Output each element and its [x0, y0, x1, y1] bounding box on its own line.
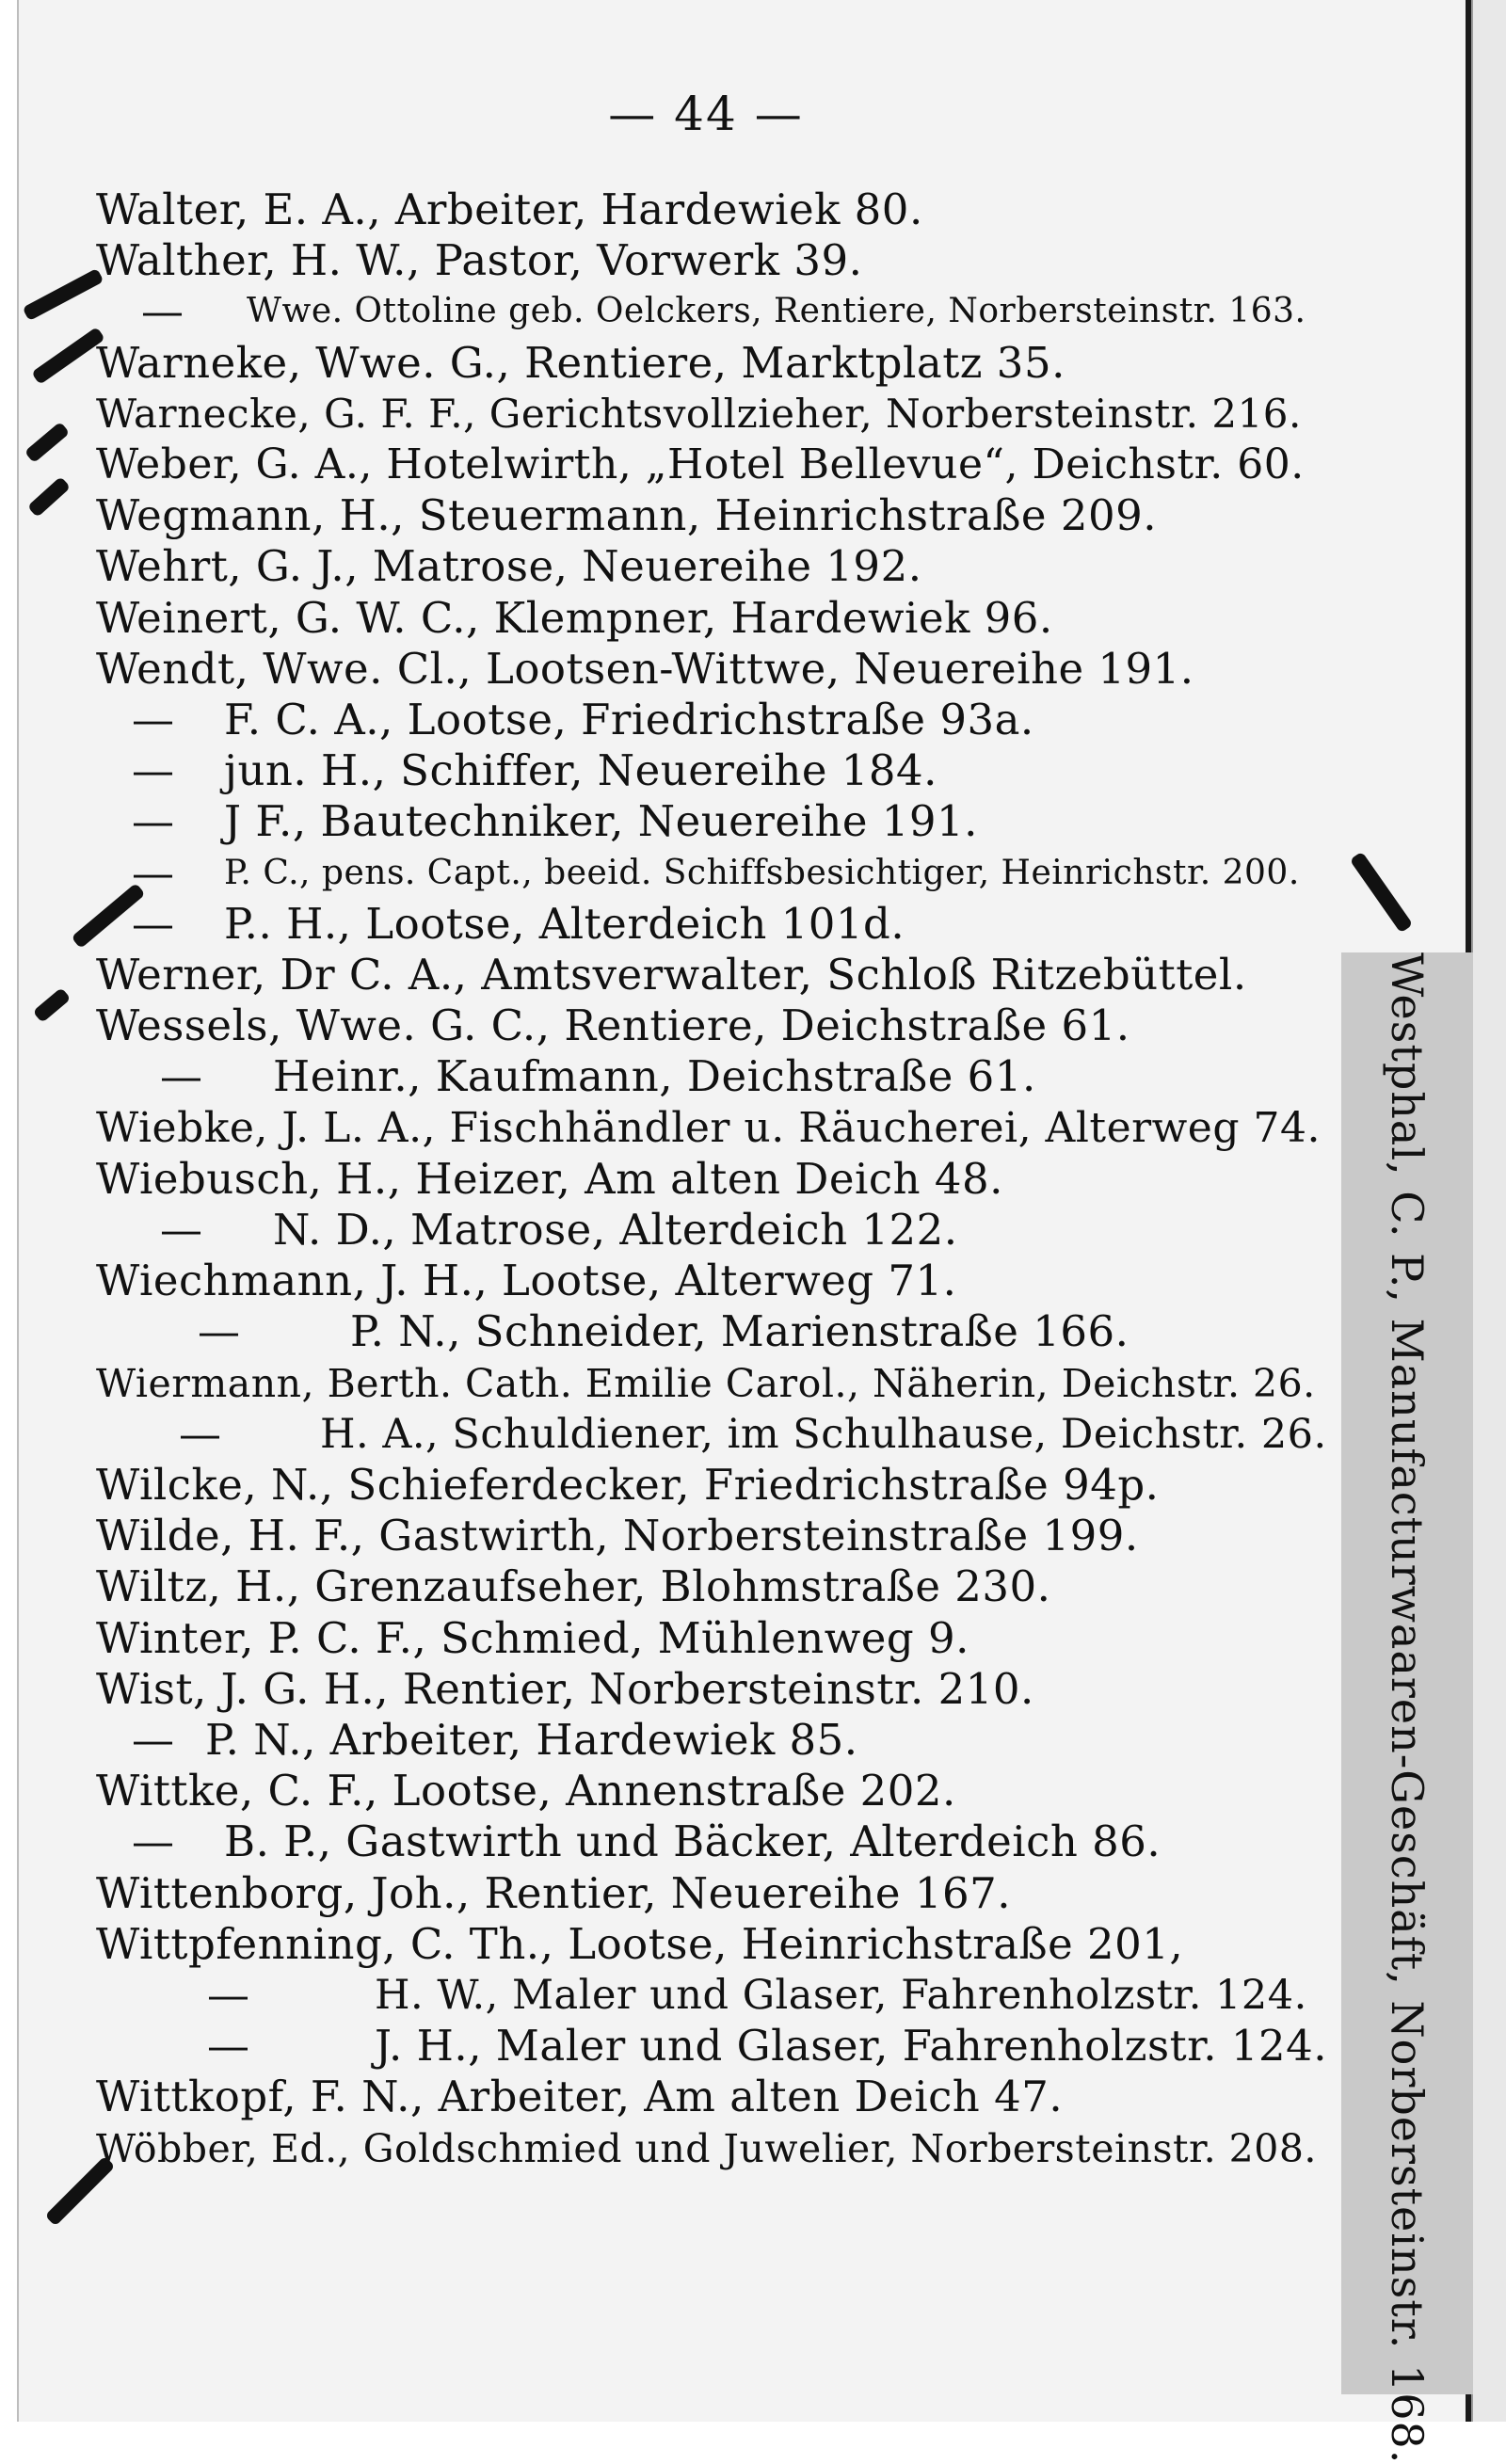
directory-entry: Wilcke, N., Schieferdecker, Friedrichstraße 94p.	[96, 1460, 1160, 1510]
ditto-dash: —	[160, 1205, 202, 1255]
ditto-dash: —	[132, 899, 174, 949]
directory-entry: F. C. A., Lootse, Friedrichstraße 93a.	[224, 695, 1034, 744]
directory-entry: Wegmann, H., Steuermann, Heinrichstraße 209.	[96, 490, 1158, 540]
directory-entry: Wöbber, Ed., Goldschmied und Juwelier, Norbersteinstr. 208.	[96, 2126, 1317, 2171]
directory-entry: Wiltz, H., Grenzaufseher, Blohmstraße 230.	[96, 1561, 1051, 1611]
page-number: — 44 —	[608, 87, 804, 141]
ditto-dash: —	[132, 1715, 174, 1765]
directory-entry: P. N., Schneider, Marienstraße 166.	[350, 1306, 1130, 1356]
ditto-dash: —	[141, 286, 184, 336]
directory-entry: Wendt, Wwe. Cl., Lootsen-Wittwe, Neuereihe 191.	[96, 644, 1194, 694]
directory-entry: N. D., Matrose, Alterdeich 122.	[273, 1205, 958, 1255]
directory-entry: H. W., Maler und Glaser, Fahrenholzstr. 124.	[375, 1972, 1307, 2019]
ditto-dash: —	[207, 1970, 249, 2020]
directory-entry: Wittpfenning, C. Th., Lootse, Heinrichstraße 201,	[96, 1919, 1184, 1969]
directory-entry: Werner, Dr C. A., Amtsverwalter, Schloß Ritzebüttel.	[96, 950, 1247, 1000]
ditto-dash: —	[132, 848, 174, 898]
directory-entry: Warneke, Wwe. G., Rentiere, Marktplatz 35.	[96, 338, 1065, 388]
directory-entry: P.. H., Lootse, Alterdeich 101d.	[224, 899, 905, 949]
directory-entry: Weber, G. A., Hotelwirth, „Hotel Bellevue“, Deichstr. 60.	[96, 440, 1305, 488]
ditto-dash: —	[132, 1816, 174, 1866]
directory-entry: Heinr., Kaufmann, Deichstraße 61.	[273, 1051, 1036, 1101]
ditto-dash: —	[207, 2021, 249, 2071]
directory-entry: Winter, P. C. F., Schmied, Mühlenweg 9.	[96, 1613, 969, 1663]
directory-entry: Wiechmann, J. H., Lootse, Alterweg 71.	[96, 1256, 957, 1305]
directory-entry: Wiebke, J. L. A., Fischhändler u. Räucherei, Alterweg 74.	[96, 1104, 1321, 1152]
page-edge	[1471, 0, 1506, 2422]
directory-entry: J. H., Maler und Glaser, Fahrenholzstr. 124.	[375, 2021, 1328, 2071]
directory-entry: jun. H., Schiffer, Neuereihe 184.	[224, 745, 937, 795]
directory-entry: Warnecke, G. F. F., Gerichtsvollzieher, Norbersteinstr. 216.	[96, 391, 1302, 437]
directory-entry: Wwe. Ottoline geb. Oelckers, Rentiere, Norbersteinstr. 163.	[247, 292, 1306, 330]
ditto-dash: —	[132, 796, 174, 846]
directory-entry: Wilde, H. F., Gastwirth, Norbersteinstraße 199.	[96, 1511, 1139, 1560]
directory-entry: P. C., pens. Capt., beeid. Schiffsbesichtiger, Heinrichstr. 200.	[224, 854, 1300, 892]
directory-entry: Walter, E. A., Arbeiter, Hardewiek 80.	[96, 184, 923, 234]
ditto-dash: —	[198, 1306, 240, 1356]
directory-entry: Wittkopf, F. N., Arbeiter, Am alten Deich 47.	[96, 2072, 1064, 2121]
directory-entry: Walther, H. W., Pastor, Vorwerk 39.	[96, 235, 863, 285]
sidebar-advertisement-text: Westphal, C. P., Manufacturwaaren-Geschäft, Norbersteinstr. 168.	[1382, 952, 1433, 2464]
directory-entry: Wist, J. G. H., Rentier, Norbersteinstr. 210.	[96, 1664, 1034, 1714]
ditto-dash: —	[179, 1409, 221, 1459]
directory-entry: B. P., Gastwirth und Bäcker, Alterdeich 86.	[224, 1816, 1162, 1866]
directory-entry: Wiebusch, H., Heizer, Am alten Deich 48.	[96, 1154, 1003, 1204]
directory-entry: Wittenborg, Joh., Rentier, Neuereihe 167.	[96, 1868, 1012, 1918]
ditto-dash: —	[160, 1051, 202, 1101]
directory-entry: H. A., Schuldiener, im Schulhause, Deichstr. 26.	[320, 1411, 1327, 1458]
directory-entry: Wessels, Wwe. G. C., Rentiere, Deichstraße 61.	[96, 1000, 1130, 1050]
directory-entry: Wehrt, G. J., Matrose, Neuereihe 192.	[96, 541, 922, 591]
directory-entry: P. N., Arbeiter, Hardewiek 85.	[205, 1715, 858, 1765]
directory-entry: Wittke, C. F., Lootse, Annenstraße 202.	[96, 1766, 956, 1816]
ditto-dash: —	[132, 745, 174, 795]
directory-entry: Weinert, G. W. C., Klempner, Hardewiek 96.	[96, 593, 1053, 643]
ditto-dash: —	[132, 695, 174, 744]
directory-entry: J F., Bautechniker, Neuereihe 191.	[224, 796, 978, 846]
directory-entry: Wiermann, Berth. Cath. Emilie Carol., Näherin, Deichstr. 26.	[96, 1361, 1316, 1406]
